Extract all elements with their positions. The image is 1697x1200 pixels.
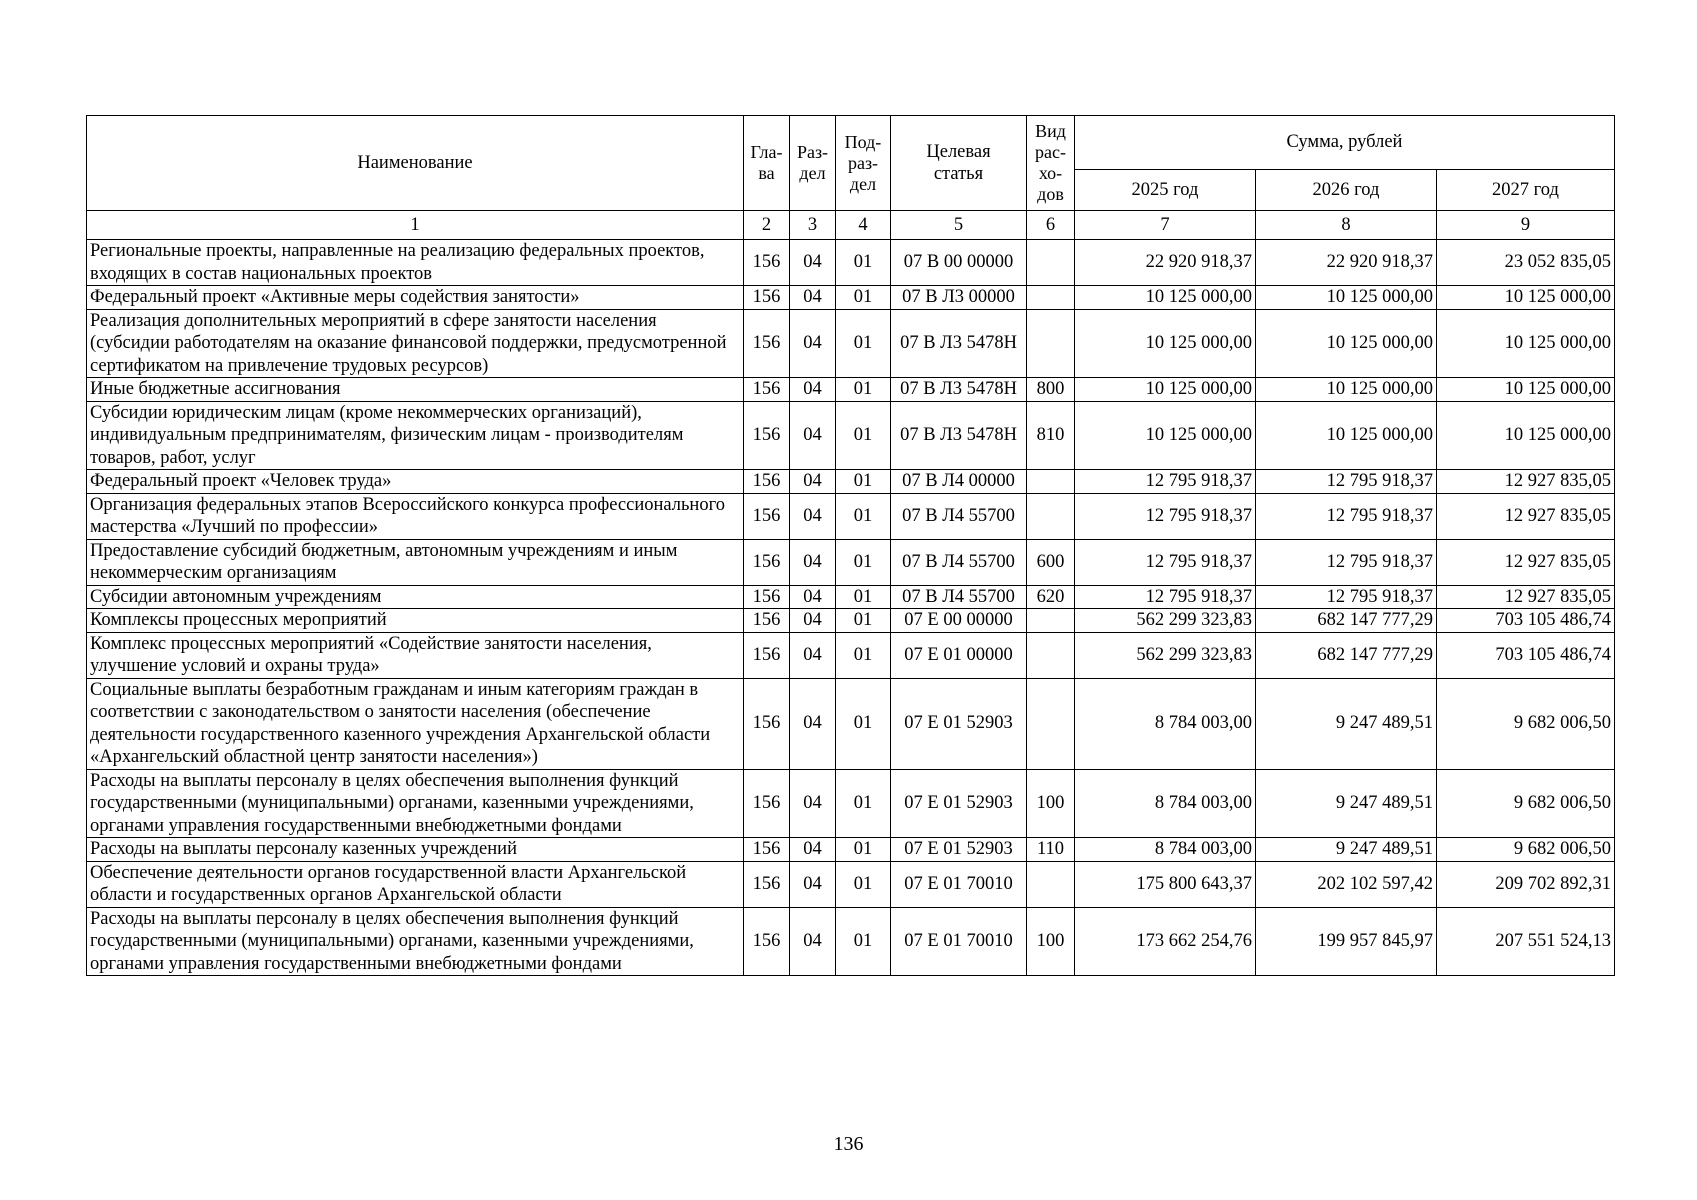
column-number: 3 — [790, 211, 836, 240]
row-amount-2027: 703 105 486,74 — [1437, 609, 1615, 633]
row-podrazdel: 01 — [836, 539, 891, 585]
row-amount-2026: 682 147 777,29 — [1256, 609, 1437, 633]
row-amount-2027: 207 551 524,13 — [1437, 907, 1615, 976]
row-razdel: 04 — [790, 907, 836, 976]
row-vid — [1027, 861, 1075, 907]
row-target: 07 Е 00 00000 — [891, 609, 1027, 633]
row-name: Федеральный проект «Активные меры содействия занятости» — [87, 286, 744, 310]
header-glava: Гла- ва — [744, 116, 790, 211]
row-vid — [1027, 309, 1075, 378]
row-podrazdel: 01 — [836, 861, 891, 907]
row-vid: 600 — [1027, 539, 1075, 585]
row-razdel: 04 — [790, 493, 836, 539]
row-glava: 156 — [744, 493, 790, 539]
row-vid: 100 — [1027, 907, 1075, 976]
row-target: 07 В Л3 5478Н — [891, 309, 1027, 378]
row-amount-2027: 10 125 000,00 — [1437, 401, 1615, 470]
header-row — [87, 116, 1615, 170]
table-body — [87, 240, 1615, 976]
table-row — [87, 609, 1615, 633]
row-razdel: 04 — [790, 470, 836, 494]
row-glava: 156 — [744, 907, 790, 976]
row-vid — [1027, 470, 1075, 494]
row-podrazdel: 01 — [836, 678, 891, 769]
row-razdel: 04 — [790, 585, 836, 609]
row-vid — [1027, 240, 1075, 286]
row-amount-2026: 22 920 918,37 — [1256, 240, 1437, 286]
table-row — [87, 678, 1615, 769]
row-vid — [1027, 678, 1075, 769]
row-amount-2027: 9 682 006,50 — [1437, 838, 1615, 862]
row-glava: 156 — [744, 632, 790, 678]
row-amount-2025: 22 920 918,37 — [1075, 240, 1256, 286]
table-row — [87, 309, 1615, 378]
header-sum: Сумма, рублей — [1075, 116, 1615, 170]
row-amount-2026: 12 795 918,37 — [1256, 539, 1437, 585]
row-amount-2025: 10 125 000,00 — [1075, 401, 1256, 470]
row-amount-2027: 12 927 835,05 — [1437, 585, 1615, 609]
row-amount-2025: 8 784 003,00 — [1075, 769, 1256, 838]
row-name: Реализация дополнительных мероприятий в сфере занятости населения (субсидии работодателям на оказание финансовой поддержки, предусмотренной сертификатом на привлечение трудовых ресурсов) — [87, 309, 744, 378]
row-amount-2025: 12 795 918,37 — [1075, 470, 1256, 494]
table-row — [87, 378, 1615, 402]
row-amount-2025: 12 795 918,37 — [1075, 539, 1256, 585]
row-amount-2025: 10 125 000,00 — [1075, 378, 1256, 402]
row-vid: 620 — [1027, 585, 1075, 609]
column-number: 1 — [87, 211, 744, 240]
row-amount-2025: 562 299 323,83 — [1075, 609, 1256, 633]
row-vid — [1027, 493, 1075, 539]
row-glava: 156 — [744, 769, 790, 838]
row-target: 07 Е 01 00000 — [891, 632, 1027, 678]
row-podrazdel: 01 — [836, 769, 891, 838]
row-amount-2027: 10 125 000,00 — [1437, 309, 1615, 378]
row-name: Предоставление субсидий бюджетным, автономным учреждениям и иным некоммерческим организациям — [87, 539, 744, 585]
row-name: Субсидии автономным учреждениям — [87, 585, 744, 609]
row-name: Федеральный проект «Человек труда» — [87, 470, 744, 494]
row-amount-2026: 12 795 918,37 — [1256, 470, 1437, 494]
row-amount-2027: 12 927 835,05 — [1437, 539, 1615, 585]
header-year-2025: 2025 год — [1075, 170, 1256, 211]
row-podrazdel: 01 — [836, 286, 891, 310]
row-vid: 100 — [1027, 769, 1075, 838]
budget-table — [86, 115, 1615, 976]
column-number: 4 — [836, 211, 891, 240]
row-amount-2027: 703 105 486,74 — [1437, 632, 1615, 678]
table-row — [87, 470, 1615, 494]
row-amount-2027: 209 702 892,31 — [1437, 861, 1615, 907]
row-amount-2027: 12 927 835,05 — [1437, 493, 1615, 539]
row-amount-2026: 9 247 489,51 — [1256, 678, 1437, 769]
table-row — [87, 861, 1615, 907]
row-amount-2026: 12 795 918,37 — [1256, 493, 1437, 539]
table-row — [87, 769, 1615, 838]
table-row — [87, 493, 1615, 539]
row-name: Субсидии юридическим лицам (кроме некоммерческих организаций), индивидуальным предпринимателям, физическим лицам - производителям товаров, работ, услуг — [87, 401, 744, 470]
row-amount-2026: 9 247 489,51 — [1256, 838, 1437, 862]
row-amount-2026: 9 247 489,51 — [1256, 769, 1437, 838]
row-glava: 156 — [744, 861, 790, 907]
row-razdel: 04 — [790, 838, 836, 862]
row-name: Расходы на выплаты персоналу казенных учреждений — [87, 838, 744, 862]
row-razdel: 04 — [790, 401, 836, 470]
row-podrazdel: 01 — [836, 309, 891, 378]
row-podrazdel: 01 — [836, 609, 891, 633]
table-row — [87, 907, 1615, 976]
row-amount-2025: 10 125 000,00 — [1075, 286, 1256, 310]
row-glava: 156 — [744, 539, 790, 585]
row-podrazdel: 01 — [836, 907, 891, 976]
row-vid: 800 — [1027, 378, 1075, 402]
row-target: 07 В Л4 55700 — [891, 493, 1027, 539]
row-razdel: 04 — [790, 861, 836, 907]
row-amount-2025: 175 800 643,37 — [1075, 861, 1256, 907]
row-amount-2026: 12 795 918,37 — [1256, 585, 1437, 609]
row-target: 07 В Л3 5478Н — [891, 378, 1027, 402]
row-razdel: 04 — [790, 378, 836, 402]
page-number: 136 — [833, 1133, 864, 1155]
row-target: 07 В 00 00000 — [891, 240, 1027, 286]
row-name: Социальные выплаты безработным гражданам и иным категориям граждан в соответствии с законодательством о занятости населения (обеспечение деятельности государственного казенного учреждения Архангельской области «Архангельский областной центр занятости населения») — [87, 678, 744, 769]
row-amount-2027: 23 052 835,05 — [1437, 240, 1615, 286]
row-glava: 156 — [744, 678, 790, 769]
row-amount-2026: 202 102 597,42 — [1256, 861, 1437, 907]
row-glava: 156 — [744, 286, 790, 310]
column-number: 9 — [1437, 211, 1615, 240]
row-target: 07 В Л4 55700 — [891, 539, 1027, 585]
row-amount-2026: 10 125 000,00 — [1256, 378, 1437, 402]
row-glava: 156 — [744, 470, 790, 494]
header-target: Целевая статья — [891, 116, 1027, 211]
row-amount-2026: 10 125 000,00 — [1256, 401, 1437, 470]
row-name: Обеспечение деятельности органов государственной власти Архангельской области и государственных органов Архангельской области — [87, 861, 744, 907]
row-vid — [1027, 609, 1075, 633]
row-target: 07 Е 01 52903 — [891, 769, 1027, 838]
row-amount-2027: 9 682 006,50 — [1437, 769, 1615, 838]
column-number-row — [87, 211, 1615, 240]
row-amount-2026: 682 147 777,29 — [1256, 632, 1437, 678]
column-number: 2 — [744, 211, 790, 240]
row-name: Расходы на выплаты персоналу в целях обеспечения выполнения функций государственными (муниципальными) органами, казенными учреждениями, органами управления государственными внебюджетными фондами — [87, 769, 744, 838]
column-number: 6 — [1027, 211, 1075, 240]
row-name: Региональные проекты, направленные на реализацию федеральных проектов, входящих в состав национальных проектов — [87, 240, 744, 286]
table-row — [87, 632, 1615, 678]
table-row — [87, 585, 1615, 609]
row-podrazdel: 01 — [836, 585, 891, 609]
row-target: 07 В Л4 00000 — [891, 470, 1027, 494]
row-razdel: 04 — [790, 539, 836, 585]
row-glava: 156 — [744, 240, 790, 286]
header-name: Наименование — [87, 116, 744, 211]
row-glava: 156 — [744, 378, 790, 402]
row-vid: 810 — [1027, 401, 1075, 470]
row-amount-2027: 12 927 835,05 — [1437, 470, 1615, 494]
header-razdel: Раз- дел — [790, 116, 836, 211]
row-vid: 110 — [1027, 838, 1075, 862]
row-glava: 156 — [744, 838, 790, 862]
row-podrazdel: 01 — [836, 470, 891, 494]
row-amount-2025: 562 299 323,83 — [1075, 632, 1256, 678]
row-razdel: 04 — [790, 240, 836, 286]
row-glava: 156 — [744, 585, 790, 609]
row-vid — [1027, 632, 1075, 678]
column-number: 8 — [1256, 211, 1437, 240]
row-razdel: 04 — [790, 309, 836, 378]
row-glava: 156 — [744, 609, 790, 633]
row-target: 07 Е 01 70010 — [891, 907, 1027, 976]
table-row — [87, 286, 1615, 310]
row-name: Расходы на выплаты персоналу в целях обеспечения выполнения функций государственными (муниципальными) органами, казенными учреждениями, органами управления государственными внебюджетными фондами — [87, 907, 744, 976]
row-name: Комплексы процессных мероприятий — [87, 609, 744, 633]
row-amount-2027: 10 125 000,00 — [1437, 286, 1615, 310]
header-year-2027: 2027 год — [1437, 170, 1615, 211]
table-row — [87, 838, 1615, 862]
row-razdel: 04 — [790, 609, 836, 633]
row-podrazdel: 01 — [836, 632, 891, 678]
row-razdel: 04 — [790, 678, 836, 769]
row-target: 07 Е 01 52903 — [891, 678, 1027, 769]
row-razdel: 04 — [790, 632, 836, 678]
row-amount-2025: 173 662 254,76 — [1075, 907, 1256, 976]
row-name: Организация федеральных этапов Всероссийского конкурса профессионального мастерства «Лучший по профессии» — [87, 493, 744, 539]
table-row — [87, 539, 1615, 585]
row-amount-2027: 10 125 000,00 — [1437, 378, 1615, 402]
row-target: 07 В Л3 00000 — [891, 286, 1027, 310]
row-glava: 156 — [744, 401, 790, 470]
row-podrazdel: 01 — [836, 240, 891, 286]
row-amount-2025: 10 125 000,00 — [1075, 309, 1256, 378]
row-vid — [1027, 286, 1075, 310]
row-amount-2025: 8 784 003,00 — [1075, 838, 1256, 862]
row-target: 07 Е 01 52903 — [891, 838, 1027, 862]
column-number: 5 — [891, 211, 1027, 240]
row-podrazdel: 01 — [836, 493, 891, 539]
row-amount-2026: 10 125 000,00 — [1256, 286, 1437, 310]
row-podrazdel: 01 — [836, 838, 891, 862]
row-razdel: 04 — [790, 769, 836, 838]
row-name: Иные бюджетные ассигнования — [87, 378, 744, 402]
row-podrazdel: 01 — [836, 401, 891, 470]
row-amount-2026: 199 957 845,97 — [1256, 907, 1437, 976]
header-vid: Вид рас- хо- дов — [1027, 116, 1075, 211]
row-target: 07 В Л3 5478Н — [891, 401, 1027, 470]
header-podrazdel: Под- раз- дел — [836, 116, 891, 211]
row-amount-2025: 12 795 918,37 — [1075, 585, 1256, 609]
table-row — [87, 401, 1615, 470]
row-razdel: 04 — [790, 286, 836, 310]
row-amount-2025: 8 784 003,00 — [1075, 678, 1256, 769]
row-target: 07 В Л4 55700 — [891, 585, 1027, 609]
row-amount-2026: 10 125 000,00 — [1256, 309, 1437, 378]
column-number: 7 — [1075, 211, 1256, 240]
row-amount-2025: 12 795 918,37 — [1075, 493, 1256, 539]
row-glava: 156 — [744, 309, 790, 378]
header-year-2026: 2026 год — [1256, 170, 1437, 211]
table-row — [87, 240, 1615, 286]
row-name: Комплекс процессных мероприятий «Содействие занятости населения, улучшение условий и охраны труда» — [87, 632, 744, 678]
row-podrazdel: 01 — [836, 378, 891, 402]
row-amount-2027: 9 682 006,50 — [1437, 678, 1615, 769]
row-target: 07 Е 01 70010 — [891, 861, 1027, 907]
